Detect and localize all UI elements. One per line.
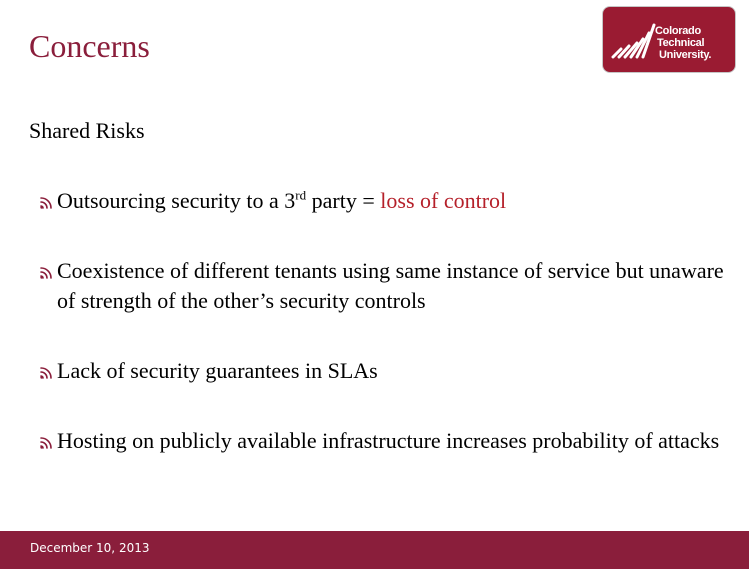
bullet-text: [38, 186, 728, 216]
university-logo: [603, 7, 735, 72]
bullet-item: [38, 256, 728, 316]
logo-wordmark: [655, 25, 711, 61]
subheading: Shared Risks: [29, 118, 145, 143]
wifi-signal-bullet-icon: [38, 426, 54, 456]
slide-title: Concerns: [29, 28, 150, 64]
bullet-text-part: Outsourcing security to a 3: [57, 188, 296, 213]
logo-line-3: University.: [659, 49, 712, 61]
footer-date: December 10, 2013: [30, 541, 150, 555]
logo-swoosh-icon: [609, 19, 657, 59]
wifi-signal-bullet-icon: [38, 356, 54, 386]
ordinal-superscript: rd: [295, 187, 307, 203]
bullet-item: [38, 356, 728, 386]
bullet-item: [38, 186, 728, 216]
logo-line-1: Colorado: [655, 25, 701, 37]
wifi-signal-bullet-icon: [38, 186, 54, 216]
bullet-text: Coexistence of different tenants using same instance of service but unaware of strength of the other’s security controls: [57, 258, 724, 313]
wifi-signal-bullet-icon: [38, 256, 54, 286]
bullet-item: [38, 426, 728, 456]
bullet-text: Lack of security guarantees in SLAs: [57, 358, 378, 383]
highlighted-phrase: loss of control: [380, 188, 507, 213]
logo-line-2: Technical: [657, 37, 705, 49]
bullet-text: Hosting on publicly available infrastructure increases probability of attacks: [57, 428, 720, 453]
footer-bar: [0, 531, 749, 569]
bullet-text-part: party =: [306, 188, 381, 213]
